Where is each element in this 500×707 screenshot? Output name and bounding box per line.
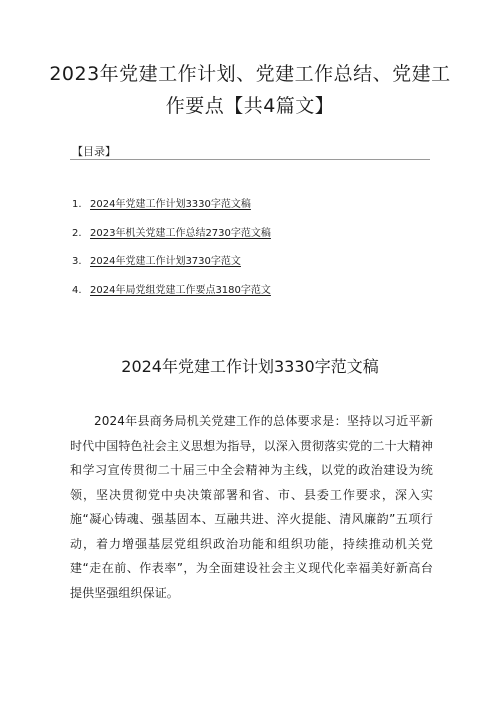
- toc-item-number: 4.: [72, 284, 82, 296]
- section-title: 2024年党建工作计划3330字范文稿: [121, 357, 379, 376]
- document-title: 2023年党建工作计划、党建工作总结、党建工作要点【共4篇文】: [49, 63, 451, 117]
- toc-link-2[interactable]: 2023年机关党建工作总结2730字范文稿: [90, 227, 271, 239]
- toc-item: [72, 284, 271, 313]
- toc-item-number: 3.: [72, 256, 82, 267]
- toc-divider: [70, 159, 430, 160]
- toc-item-number: 1.: [72, 199, 82, 210]
- toc-item: [72, 227, 271, 256]
- toc-link-4[interactable]: 2024年局党组党建工作要点3180字范文: [90, 284, 271, 296]
- toc-item-number: 2.: [72, 227, 82, 239]
- body-paragraph: 2024年县商务局机关党建工作的总体要求是：坚持以习近平新时代中国特色社会主义思想为指导，以深入贯彻落实党的二十大精神和学习宣传贯彻二十届三中全会精神为主线，以党的政治建设为统领，坚决贯彻党中央决策部署和省、市、县委工作要求，深入实施“凝心铸魂、强基固本、互融共进、淬火提能、清风廉韵”五项行动，着力增强基层党组织政治功能和组织功能，持续推动机关党建“走在前、作表率”，为全面建设社会主义现代化幸福美好新高台提供坚强组织保证。: [70, 414, 434, 600]
- toc-link-1[interactable]: 2024年党建工作计划3330字范文稿: [90, 199, 251, 210]
- toc-item: [72, 255, 271, 284]
- toc-list: [72, 198, 271, 312]
- toc-link-3[interactable]: 2024年党建工作计划3730字范文: [90, 256, 241, 267]
- toc-heading: 【目录】: [72, 145, 116, 158]
- toc-item: [72, 198, 271, 227]
